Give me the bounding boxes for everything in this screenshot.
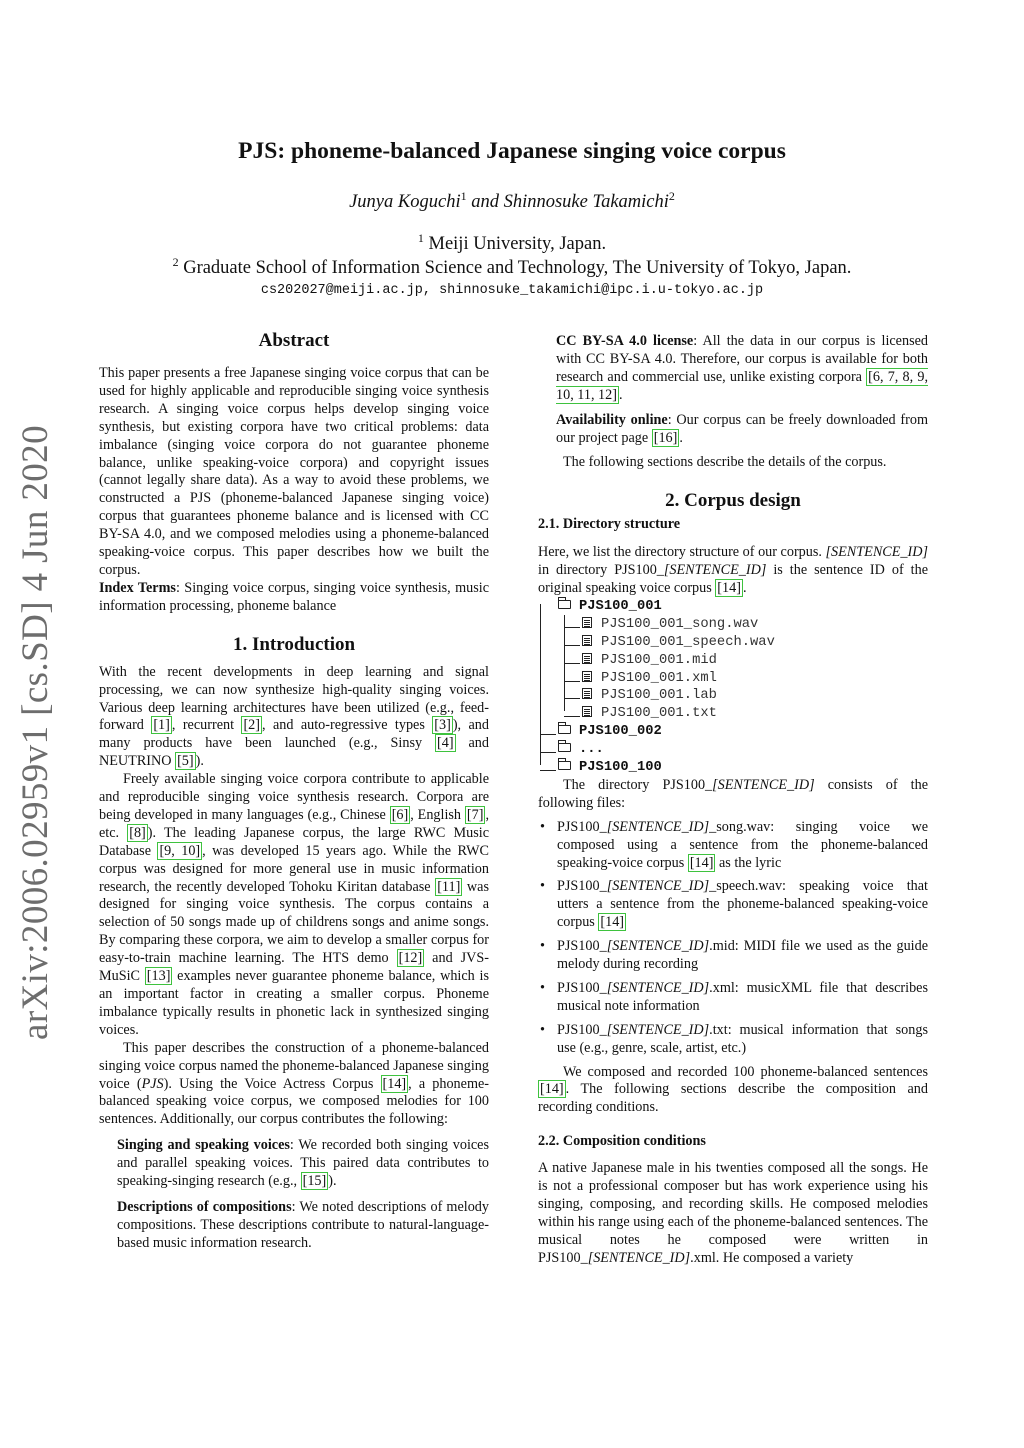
composition-paragraph: A native Japanese male in his twenties composed all the songs. He is not a professional composer but has work experience using his singing, composing, and recording skills. He composed melodies within his range using each of the phoneme-balanced sentences. The musical notes he composed were written in PJS100_[SENTENCE_ID].xml. He composed a variety	[538, 1160, 928, 1266]
folder-icon	[558, 725, 571, 734]
author-emails: cs202027@meiji.ac.jp, shinnosuke_takamichi@ipc.i.u-tokyo.ac.jp	[260, 283, 764, 298]
list-item: • PJS100_[SENTENCE_ID]_song.wav: singing voice we composed using a sentence from the phoneme-balanced speaking-voice corpus [14] as the lyric	[538, 819, 928, 873]
tree-file[interactable]: PJS100_001_speech.wav	[538, 634, 928, 652]
abstract-heading: Abstract	[258, 330, 330, 351]
intro-paragraph-3: This paper describes the construction of a phoneme-balanced singing voice corpus named the phoneme-balanced Japanese singing voice (PJS). Using the Voice Actress Corpus [14] , a phoneme-balanced speaking voice corpus, we composed melodies for 100 sentences. Additionally, our corpus contributes the following:	[99, 1039, 490, 1128]
author-line	[0, 189, 1024, 213]
citation-link[interactable]: [1]	[153, 717, 170, 734]
citation-link[interactable]: [11]	[437, 878, 461, 895]
citation-link[interactable]: [3]	[434, 717, 451, 734]
citation-link[interactable]: [14]	[689, 854, 714, 871]
affiliation-2	[0, 255, 1024, 279]
directory-tree	[538, 598, 928, 777]
citation-link[interactable]: [9, 10]	[159, 842, 201, 859]
contribution-license: CC BY-SA 4.0 license: All the data in our corpus is licensed with CC BY-SA 4.0. Therefore, our corpus is available for both research and commercial use, unlike existing corpora [6, 7, 8, 9, 10, 11, 12] .	[556, 333, 928, 403]
tree-file[interactable]: PJS100_001.mid	[538, 652, 928, 670]
recorded-text: We composed and recorded 100 phoneme-balanced sentences [14] . The following sections describe the composition and recording conditions.	[538, 1063, 928, 1116]
tree-folder[interactable]: PJS100_100	[538, 759, 928, 777]
affil-1-text: Meiji University, Japan.	[423, 234, 607, 255]
left-column	[99, 330, 489, 1253]
citation-link[interactable]: [15]	[302, 1173, 327, 1190]
citation-link[interactable]: [5]	[177, 753, 194, 770]
file-list	[538, 819, 928, 1058]
citation-link[interactable]: [13]	[146, 968, 171, 985]
affil-2-mark: 2	[172, 255, 179, 269]
contribution-descriptions: Descriptions of compositions: We noted descriptions of melody compositions. These descriptions contribute to natural-language-based music information research.	[117, 1198, 489, 1251]
affiliation-1	[0, 231, 1024, 255]
introduction-heading: 1. Introduction	[232, 633, 356, 655]
citation-link[interactable]: [14]	[600, 914, 625, 931]
citation-link[interactable]: [14]	[382, 1075, 407, 1092]
intro-paragraph-1: With the recent developments in deep learning and signal processing, we can now synthesize high-quality singing voices. Various deep learning architectures have been utilized (e.g., feed-forward [1] , recurrent [2] , and auto-regressive types [3] ), and many products have been launched (e.g., Sinsy [4] and NEUTRINO [5] ).	[99, 663, 489, 770]
index-terms	[99, 580, 489, 616]
citation-link[interactable]: [16]	[653, 429, 678, 446]
following-sections-text: The following sections describe the details of the corpus.	[563, 454, 887, 471]
tree-file[interactable]: PJS100_001.xml	[538, 670, 928, 688]
file-icon	[582, 617, 592, 628]
contribution-singing-speaking: Singing and speaking voices: We recorded both singing voices and parallel speaking voices. This paired data contributes to speaking-singing research (e.g., [15] ).	[117, 1137, 489, 1190]
tree-file[interactable]: PJS100_001.lab	[538, 687, 928, 705]
list-item: • PJS100_[SENTENCE_ID].txt: musical information that songs use (e.g., genre, scale, artist, etc.)	[538, 1022, 928, 1058]
right-column	[538, 333, 928, 1268]
citation-link[interactable]: [14]	[717, 580, 741, 597]
citation-link[interactable]: [6, 7, 8, 9, 10, 11, 12]	[556, 368, 928, 403]
list-item: • PJS100_[SENTENCE_ID].xml: musicXML file that describes musical note information	[538, 980, 928, 1016]
citation-link[interactable]: [12]	[398, 950, 423, 967]
affil-2-text: Graduate School of Information Science and Technology, The University of Tokyo, Japan.	[178, 258, 852, 279]
author-2-affil-mark: 2	[668, 189, 675, 203]
composition-conditions-heading: 2.2. Composition conditions	[538, 1133, 706, 1150]
file-icon	[582, 706, 592, 717]
file-icon	[582, 635, 592, 646]
file-icon	[582, 671, 592, 682]
abstract-body: This paper presents a free Japanese singing voice corpus that can be used for highly applicable and reproducible singing voice synthesis research. A singing voice corpus helps develop singing voice synthesis, but existing corpora have two critical problems: data imbalance (singing voice corpora do not guarantee phoneme balance, unlike speaking-voice corpora) and copyright issues (cannot legally share data). As a way to avoid these problems, we constructed a PJS (phoneme-balanced Japanese singing voice) corpus that guarantees phoneme balance and is licensed with CC BY-SA 4.0, and we composed melodies using a phoneme-balanced speaking-voice corpus. This paper describes how we built the corpus.	[99, 365, 489, 578]
contribution-availability: Availability online: Our corpus can be freely downloaded from our project page [16] .	[556, 411, 928, 446]
corpus-design-heading: 2. Corpus design	[665, 490, 801, 512]
citation-link[interactable]: [14]	[540, 1081, 564, 1098]
directory-consists-text: The directory PJS100_[SENTENCE_ID] consists of the following files:	[538, 776, 928, 811]
index-terms-label: Index Terms	[99, 579, 176, 596]
affil-1-mark: 1	[417, 231, 424, 245]
file-icon	[582, 688, 592, 699]
paper-title: PJS: phoneme-balanced Japanese singing voice corpus	[238, 138, 786, 164]
folder-icon	[558, 600, 571, 609]
tree-folder[interactable]: ...	[538, 741, 928, 759]
tree-folder[interactable]: PJS100_002	[538, 723, 928, 741]
index-terms-text: : Singing voice corpus, singing voice synthesis, music information processing, phoneme balance	[99, 579, 490, 614]
intro-paragraph-2: Freely available singing voice corpora contribute to applicable and reproducible singing voice synthesis research. Corpora are being developed in many languages (e.g., Chinese [6] , English [7] , etc. [8] ). The leading Japanese corpus, the large RWC Music Database [9, 10] , was developed 15 years ago. While the RWC corpus was designed for more general use in music information research, the recently developed Tohoku Kiritan database [11] was designed for singing voice synthesis. The corpus contains a selection of 50 songs made up of childrens songs and anime songs. By comparing these corpora, we aim to develop a smaller corpus for easy-to-train machine learning. The HTS demo [12] and JVS-MuSiC [13] examples never guarantee phoneme balance, which is an important factor in creating a smaller corpus. Phoneme imbalance typically results in phonetic lack in synthesized singing voices.	[99, 771, 489, 1038]
author-and: and	[466, 192, 504, 213]
folder-icon	[558, 743, 571, 752]
author-2: Shinnosuke Takamichi	[503, 192, 669, 213]
citation-link[interactable]: [7]	[466, 806, 484, 823]
citation-link[interactable]: [8]	[129, 824, 146, 841]
list-item: • PJS100_[SENTENCE_ID].mid: MIDI file we used as the guide melody during recording	[538, 938, 928, 974]
tree-file[interactable]: PJS100_001.txt	[538, 705, 928, 723]
directory-intro: Here, we list the directory structure of our corpus. [SENTENCE_ID] in directory PJS100_[SENTENCE_ID] is the sentence ID of the original speaking voice corpus [14] .	[538, 544, 929, 597]
file-icon	[582, 653, 592, 664]
arxiv-identifier-stamp[interactable]: arXiv:2006.02959v1 [cs.SD] 4 Jun 2020	[15, 425, 56, 1040]
citation-link[interactable]: [2]	[243, 717, 260, 734]
folder-icon	[558, 761, 571, 770]
list-item: • PJS100_[SENTENCE_ID]_speech.wav: speaking voice that utters a sentence from the phoneme-balanced speaking-voice corpus [14]	[538, 878, 928, 932]
citation-link[interactable]: [4]	[437, 735, 454, 752]
tree-folder[interactable]: PJS100_001	[538, 598, 928, 616]
directory-structure-heading: 2.1. Directory structure	[538, 516, 681, 533]
citation-link[interactable]: [6]	[391, 806, 409, 823]
author-1-affil-mark: 1	[460, 189, 467, 203]
tree-file[interactable]: PJS100_001_song.wav	[538, 616, 928, 634]
author-1: Junya Koguchi	[349, 192, 461, 213]
